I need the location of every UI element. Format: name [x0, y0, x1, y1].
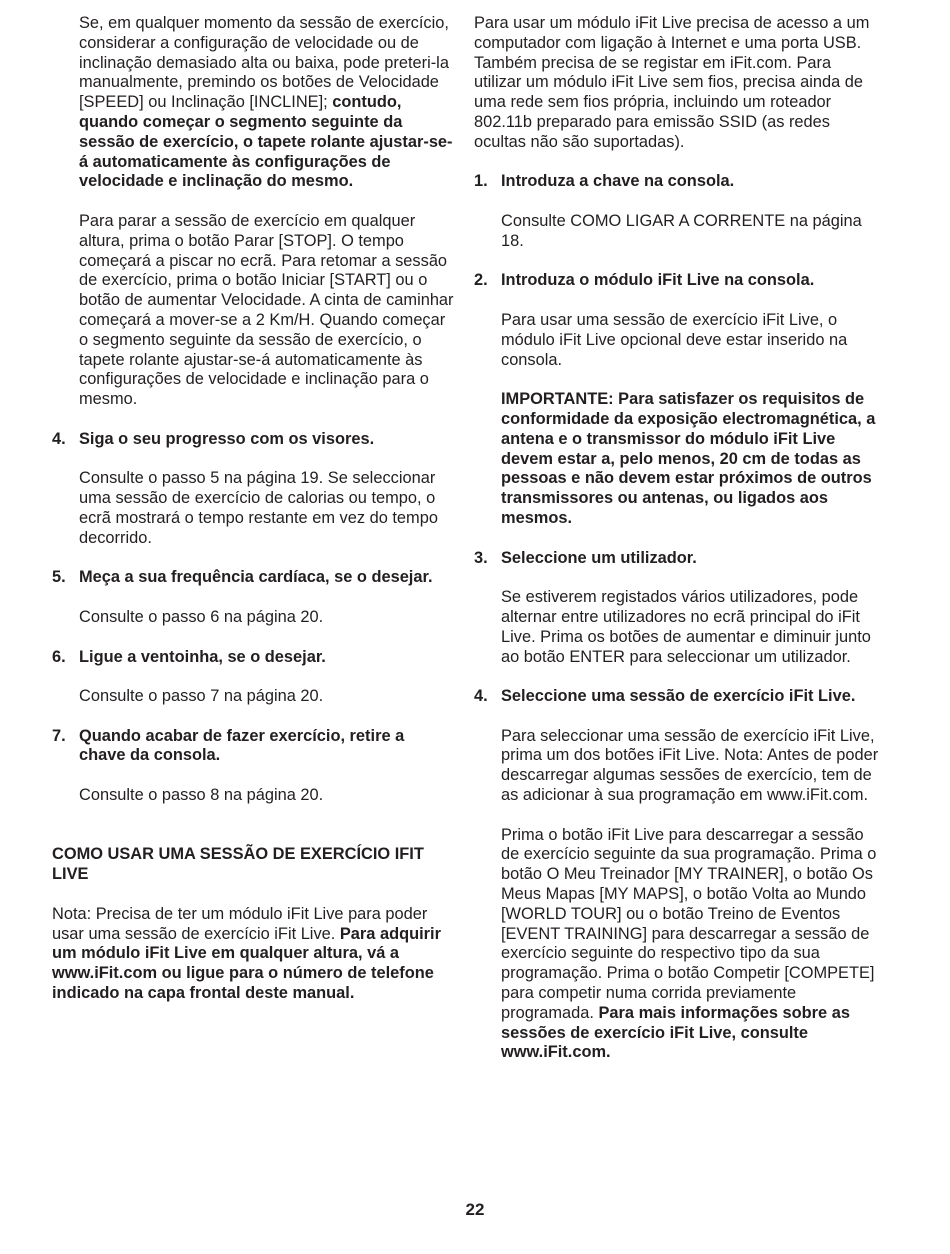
- speed-override-text: Se, em qualquer momento da sessão de exercício, considerar a configuração de velocidade ou de inclinação demasiado alta ou baixa, pode preteri-la manualmente, premindo os botões de Velocidade [SPEED] ou Inclinação [INCLINE];: [79, 14, 449, 112]
- step-number: 6.: [52, 647, 66, 666]
- step-1-title: 1. Introduza a chave na consola.: [474, 172, 735, 191]
- step-number: 4.: [52, 429, 66, 448]
- step-number: 1.: [474, 172, 488, 191]
- step-4-body: Consulte o passo 5 na página 19. Se seleccionar uma sessão de exercício de calorias ou tempo, o ecrã mostrará o tempo restante em vez do tempo decorrido.: [79, 469, 438, 547]
- buttons-text: Prima o botão iFit Live para descarregar a sessão de exercício seguinte da sua programação. Prima o botão O Meu Treinador [MY TRAINER], o botão Os Meus Mapas [MY MAPS], o botão Volta ao Mundo [WORLD TOUR] ou o botão Treino de Eventos [EVENT TRAINING] para descarregar a sessão de exercício seguinte do respectivo tipo da sua programação. Prima o botão Competir [COMPETE] para competir numa corrida previamente programada.: [501, 825, 877, 1022]
- step-6-body: Consulte o passo 7 na página 20.: [79, 687, 324, 706]
- ifit-note-text: Nota: Precisa de ter um módulo iFit Live para poder usar uma sessão de exercício iFit Live.: [52, 904, 428, 943]
- step-1-body: Consulte COMO LIGAR A CORRENTE na página 18.: [501, 211, 862, 250]
- buttons-bold-text: Para mais informações sobre as sessões de exercício iFit Live, consulte www.iFit.com.: [501, 1003, 850, 1062]
- step-2-title: 2. Introduza o módulo iFit Live na consola.: [474, 271, 815, 290]
- step-number: 3.: [474, 548, 488, 567]
- step-2-body: Para usar uma sessão de exercício iFit Live, o módulo iFit Live opcional deve estar inserido na consola.: [501, 310, 848, 369]
- ifit-intro-paragraph: Para usar um módulo iFit Live precisa de acesso a um computador com ligação à Internet e uma porta USB. Também precisa de se registar em iFit.com. Para utilizar um módulo iFit Live sem fios, precisa ainda de uma rede sem fios própria, incluindo um roteador 802.11b preparado para emissão SSID (as redes ocultas não são suportadas).: [474, 14, 870, 151]
- spacer: [52, 826, 454, 846]
- step-4-title: 4. Siga o seu progresso com os visores.: [52, 429, 375, 448]
- speed-override-bold-text: contudo, quando começar o segmento seguinte da sessão de exercício, o tapete rolante ajustar-se-á automaticamente às configurações de velocidade e inclinação do mesmo.: [79, 93, 453, 191]
- step-3-body: Se estiverem registados vários utilizadores, pode alternar entre utilizadores no ecrã principal do iFit Live. Prima os botões de aumentar e diminuir junto ao botão ENTER para seleccionar um utilizador.: [501, 588, 871, 666]
- stop-paragraph: Para parar a sessão de exercício em qualquer altura, prima o botão Parar [STOP]. O tempo começará a piscar no ecrã. Para retomar a sessão de exercício, prima o botão Iniciar [START] ou o botão de aumentar Velocidade. A cinta de caminhar começará a mover-se a 2 Km/H. Quando começar o segmento seguinte da sessão de exercício, o tapete rolante ajustar-se-á automaticamente às configurações de velocidade e inclinação para o mesmo.: [79, 211, 454, 409]
- speed-override-paragraph: [52, 14, 454, 192]
- right-column: [474, 14, 880, 1083]
- step-6-title: 6. Ligue a ventoinha, se o desejar.: [52, 647, 326, 666]
- step-number: 7.: [52, 726, 66, 745]
- step-4-buttons-paragraph: [474, 826, 880, 1064]
- step-5-title: 5. Meça a sua frequência cardíaca, se o desejar.: [52, 568, 433, 587]
- page-number: 22: [465, 1200, 485, 1219]
- step-4-body: Para seleccionar uma sessão de exercício iFit Live, prima um dos botões iFit Live. Nota: Antes de poder descarregar algumas sessões de exercício, tem de as adicionar à sua programação em www.iFit.com.: [501, 726, 879, 805]
- ifit-note-paragraph: [52, 905, 454, 1004]
- step-7-title: 7. Quando acabar de fazer exercício, retire a chave da consola.: [52, 726, 405, 765]
- ifit-note-bold-text: Para adquirir um módulo iFit Live em qualquer altura, vá a www.iFit.com ou ligue para o número de telefone indicado na capa frontal deste manual.: [52, 924, 441, 1003]
- step-number: 5.: [52, 568, 66, 587]
- left-column: [52, 14, 454, 1024]
- section-heading: COMO USAR UMA SESSÃO DE EXERCÍCIO IFIT LIVE: [52, 845, 424, 884]
- step-4-title: 4. Seleccione uma sessão de exercício iFit Live.: [474, 687, 856, 706]
- important-notice: IMPORTANTE: Para satisfazer os requisitos de conformidade da exposição electromagnética, a antena e o transmissor do módulo iFit Live devem estar a, pelo menos, 20 cm de todas as pessoas e não devem estar próximos de outros transmissores ou antenas, ou ligados aos mesmos.: [501, 390, 876, 527]
- step-number: 4.: [474, 687, 488, 706]
- step-3-title: 3. Seleccione um utilizador.: [474, 548, 697, 567]
- step-7-body: Consulte o passo 8 na página 20.: [79, 786, 324, 805]
- step-number: 2.: [474, 271, 488, 290]
- step-5-body: Consulte o passo 6 na página 20.: [79, 607, 324, 626]
